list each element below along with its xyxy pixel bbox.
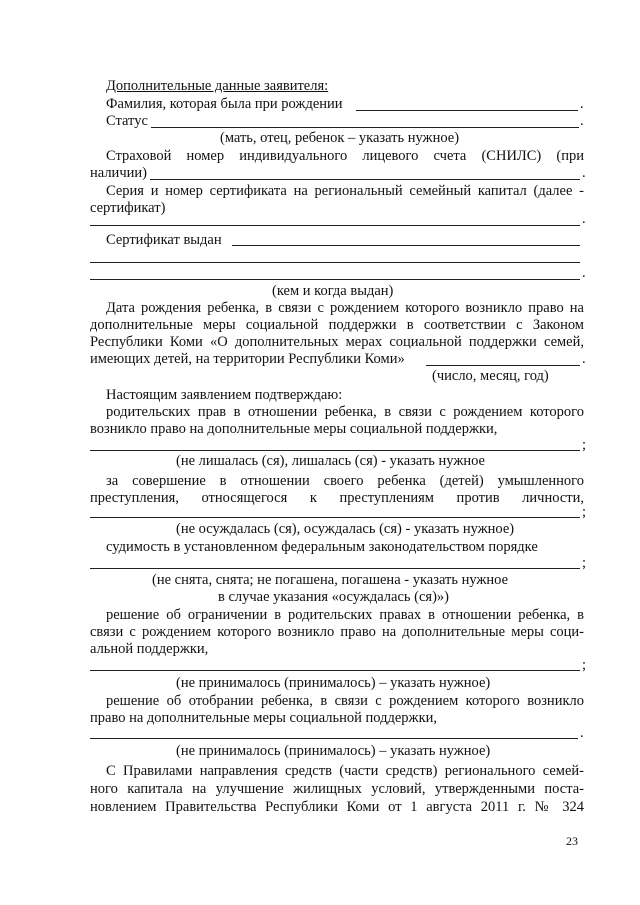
crime-hint: (не осуждалась (ся), осуждалась (ся) - указать нужное) (176, 521, 515, 537)
confirm-intro: Настоящим заявлением подтверждаю: (106, 387, 343, 403)
period: . (580, 725, 584, 741)
removal-text: право на дополнительные меры социальной поддержки, (90, 710, 437, 726)
snils-label-cont: наличии) (90, 165, 147, 181)
crime-text: преступления, относящегося к преступлениям против личности, (90, 490, 584, 506)
child-dob-text: дополнительные меры социальной поддержки в соответствии с Законом (90, 317, 584, 333)
status-label: Статус (106, 113, 148, 129)
record-field[interactable] (90, 568, 580, 569)
restriction-text: решение об ограничении в родительских правах в отношении ребенка, в (106, 607, 584, 623)
parental-rights-text: родительских прав в отношении ребенка, в связи с рождением которого (106, 404, 584, 420)
removal-hint: (не принималось (принималось) – указать нужное) (176, 743, 491, 759)
semicolon: ; (582, 504, 587, 520)
semicolon: ; (582, 555, 587, 571)
restriction-hint: (не принималось (принималось) – указать нужное) (176, 675, 491, 691)
restriction-field[interactable] (90, 670, 580, 671)
semicolon: ; (582, 657, 587, 673)
restriction-text: связи с рождением которого возникло право на дополнительные меры соци- (90, 624, 584, 640)
section-heading: Дополнительные данные заявителя: (106, 78, 329, 94)
child-dob-text: Дата рождения ребенка, в связи с рождением которого возникло право на (106, 300, 584, 316)
cert-issued-field-2[interactable] (90, 262, 580, 263)
birth-surname-label: Фамилия, которая была при рождении (106, 96, 343, 112)
cert-issued-hint: (кем и когда выдан) (272, 283, 394, 299)
child-dob-text: имеющих детей, на территории Республики Коми» (90, 351, 405, 367)
certificate-field[interactable] (90, 225, 580, 226)
removal-field[interactable] (90, 738, 578, 739)
record-text: судимость в установленном федеральным законодательством порядке (106, 539, 538, 555)
birth-surname-field[interactable] (356, 110, 578, 111)
snils-field[interactable] (150, 179, 580, 180)
certificate-label-cont: сертификат) (90, 200, 166, 216)
period: . (582, 265, 586, 281)
period: . (582, 351, 586, 367)
child-dob-hint: (число, месяц, год) (432, 368, 549, 384)
restriction-text: альной поддержки, (90, 641, 209, 657)
status-hint: (мать, отец, ребенок – указать нужное) (220, 130, 460, 146)
cert-issued-label: Сертификат выдан (106, 232, 222, 248)
record-hint: в случае указания «осуждалась (ся)») (218, 589, 449, 605)
parental-rights-field[interactable] (90, 450, 580, 451)
crime-field[interactable] (90, 517, 580, 518)
semicolon: ; (582, 437, 587, 453)
period: . (582, 165, 586, 181)
child-dob-text: Республики Коми «О дополнительных мерах социальной поддержки семей, (90, 334, 584, 350)
certificate-label: Серия и номер сертификата на региональный семейный капитал (далее - (106, 183, 584, 199)
rules-text: ного капитала на улучшение жилищных условий, утвержденными поста- (90, 781, 584, 797)
status-field[interactable] (151, 127, 579, 128)
rules-text: новлением Правительства Республики Коми от 1 августа 2011 г. № 324 (90, 799, 584, 815)
cert-issued-field-3[interactable] (90, 279, 580, 280)
period: . (580, 96, 584, 112)
parental-rights-text: возникло право на дополнительные меры социальной поддержки, (90, 421, 498, 437)
page-number: 23 (566, 834, 578, 848)
removal-text: решение об отобрании ребенка, в связи с рождением которого возникло (106, 693, 584, 709)
record-hint: (не снята, снята; не погашена, погашена - указать нужное (152, 572, 509, 588)
crime-text: за совершение в отношении своего ребенка (детей) умышленного (106, 473, 584, 489)
snils-label: Страховой номер индивидуального лицевого счета (СНИЛС) (при (106, 148, 584, 164)
parental-rights-hint: (не лишалась (ся), лишалась (ся) - указать нужное (176, 453, 485, 469)
cert-issued-field[interactable] (232, 245, 580, 246)
rules-text: С Правилами направления средств (части средств) регионального семей- (106, 763, 584, 779)
period: . (582, 211, 586, 227)
child-dob-field[interactable] (426, 365, 580, 366)
period: . (580, 113, 584, 129)
